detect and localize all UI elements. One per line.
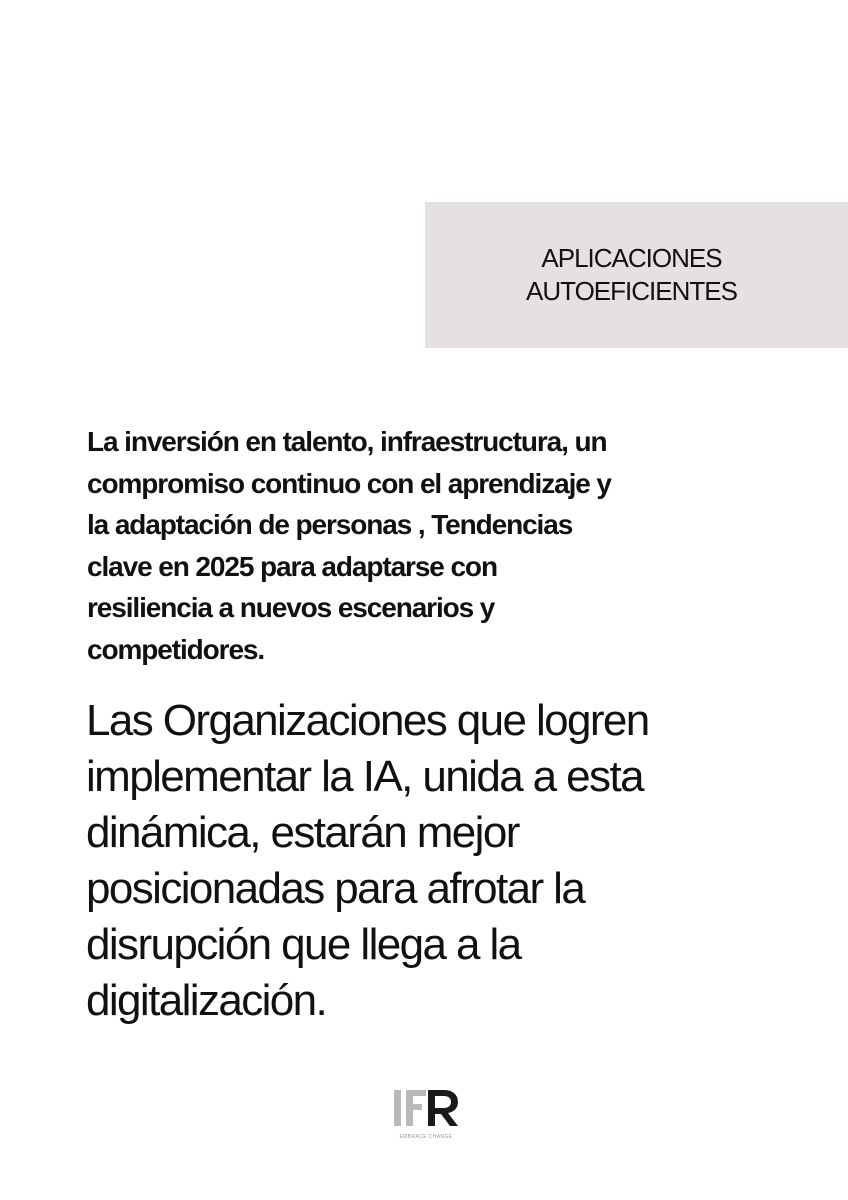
statement-paragraph xyxy=(86,693,806,1029)
lead-line: compromiso continuo con el aprendizaje y xyxy=(87,467,611,499)
lead-line: clave en 2025 para adaptarse con xyxy=(87,550,497,582)
section-tag xyxy=(425,202,848,348)
statement-line: disrupción que llega a la xyxy=(86,920,521,969)
logo-letter-i xyxy=(394,1090,401,1126)
statement-line: implementar la IA, unida a esta xyxy=(86,752,643,801)
logo-letter-f-top xyxy=(406,1090,426,1096)
lead-line: competidores. xyxy=(87,633,265,665)
section-tag-line: AUTOEFICIENTES xyxy=(526,276,737,306)
lead-line: La inversión en talento, infraestructura, un xyxy=(87,426,607,457)
statement-line: dinámica, estarán mejor xyxy=(86,808,519,857)
lead-line: resiliencia a nuevos escenarios y xyxy=(87,592,495,623)
section-tag-label xyxy=(526,242,737,308)
lead-paragraph xyxy=(87,421,787,670)
logo-letter-r xyxy=(428,1090,458,1126)
statement-line: Las Organizaciones que logren xyxy=(86,696,649,745)
logo-letter-f-mid xyxy=(406,1104,422,1110)
ifr-logo xyxy=(392,1090,462,1142)
lead-line: la adaptación de personas , Tendencias xyxy=(87,509,573,540)
section-tag-line: APLICACIONES xyxy=(541,243,722,273)
statement-line: digitalización. xyxy=(86,976,327,1025)
statement-line: posicionadas para afrotar la xyxy=(86,864,585,913)
logo-tagline: EMBRACE CHANGE xyxy=(399,1134,453,1140)
